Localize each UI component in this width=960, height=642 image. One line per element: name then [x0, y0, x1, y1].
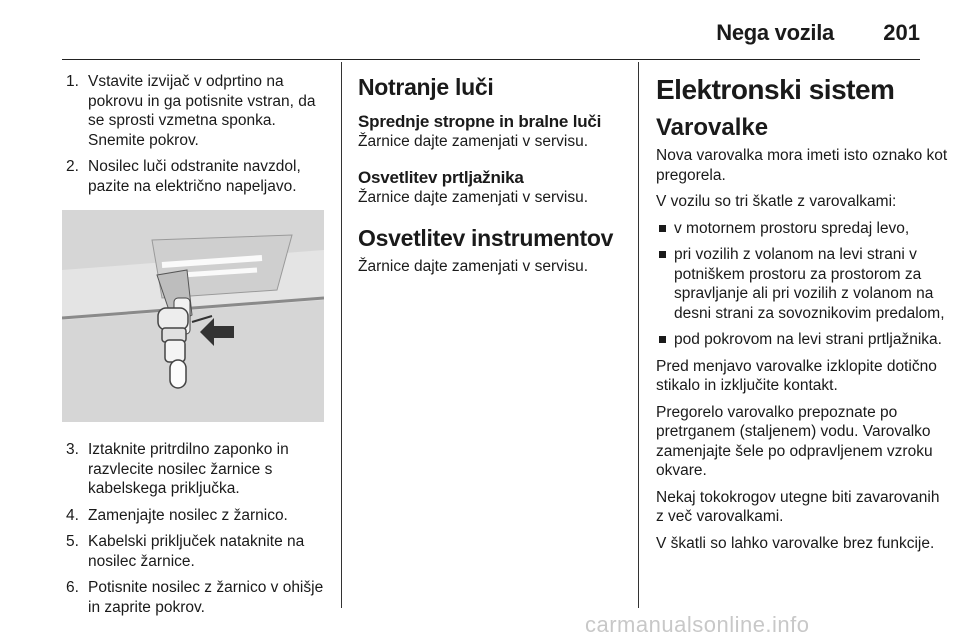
running-header-title: Nega vozila: [716, 20, 834, 45]
step-text: Kabelski priključek nataknite na nosilec žarnice.: [88, 533, 305, 570]
paragraph: Nekaj tokokrogov utegne biti zavarovanih z več varovalkami.: [656, 488, 940, 525]
step-item: [62, 532, 332, 571]
subsection-title: Osvetlitev prtljažnika: [358, 167, 524, 187]
step-item: [62, 440, 332, 499]
section-heading-interior-lights: Notranje luči: [358, 74, 494, 100]
column-divider-1: [341, 62, 342, 608]
paragraph: V vozilu so tri škatle z varovalkami:: [656, 193, 897, 210]
step-number: 2.: [66, 158, 79, 175]
step-text: Iztaknite pritrdilno zaponko in razvlecite nosilec žarnice s kabelskega priključka.: [88, 441, 289, 497]
step-text: Potisnite nosilec z žarnico v ohišje in zaprite pokrov.: [88, 579, 324, 616]
step-text: Vstavite izvijač v odprtino na pokrovu in ga potisnite vstran, da se sprosti vzmetna sponka. Snemite pokrov.: [88, 73, 316, 149]
paragraph: Pred menjavo varovalke izklopite dotično stikalo in izključite kontakt.: [656, 357, 937, 394]
paragraph: V škatli so lahko varovalke brez funkcije.: [656, 534, 935, 552]
column-right: [656, 72, 950, 560]
page-number: 201: [883, 20, 920, 45]
bulb-holder-drawing: [62, 210, 324, 422]
step-item: [62, 157, 332, 196]
step-text: Nosilec luči odstranite navzdol, pazite na električno napeljavo.: [88, 158, 301, 195]
step-number: 6.: [66, 579, 79, 596]
subsection-title: Sprednje stropne in bralne luči: [358, 112, 602, 131]
column-divider-2: [638, 62, 639, 608]
step-text: Zamenjajte nosilec z žarnico.: [88, 506, 288, 524]
step-item: [62, 72, 332, 150]
subsection-text: Žarnice dajte zamenjati v servisu.: [358, 133, 589, 150]
subsection-heading-fuses: Varovalke: [656, 114, 769, 141]
fuse-box-list: [656, 219, 950, 350]
subsection-text: Žarnice dajte zamenjati v servisu.: [358, 188, 589, 206]
step-number: 4.: [66, 506, 79, 524]
step-number: 3.: [66, 441, 79, 458]
step-item: [62, 578, 332, 617]
step-number: 5.: [66, 533, 79, 550]
step-item: [62, 506, 332, 526]
steps-list-a: [62, 72, 332, 196]
step-number: 1.: [66, 73, 79, 90]
list-item: pod pokrovom na levi strani prtljažnika.: [656, 330, 950, 350]
steps-list-b: [62, 440, 332, 617]
section-heading-instrument-lighting: Osvetlitev instrumentov: [358, 225, 614, 251]
bulb-holder-illustration: [62, 210, 324, 422]
subsection-text: Žarnice dajte zamenjati v servisu.: [358, 258, 589, 275]
paragraph: Nova varovalka mora imeti isto oznako kot pregorela.: [656, 147, 948, 184]
list-item: pri vozilih z volanom na levi strani v potniškem prostoru za prostorom za spravljanje ali pri vozilih z volanom na desni strani za sovoznikovim predalom,: [656, 245, 950, 323]
paragraph: Pregorelo varovalko prepoznate po pretrganem (staljenem) vodu. Varovalko zamenjajte šele po odpravljenem vzroku okvare.: [656, 403, 933, 479]
column-left: [62, 72, 332, 624]
column-middle: [358, 72, 622, 284]
section-heading-electrical-system: Elektronski sistem: [656, 74, 895, 105]
header-rule: [62, 59, 920, 60]
list-item: v motornem prostoru spredaj levo,: [656, 219, 950, 239]
watermark: carmanualsonline.info: [585, 612, 810, 637]
